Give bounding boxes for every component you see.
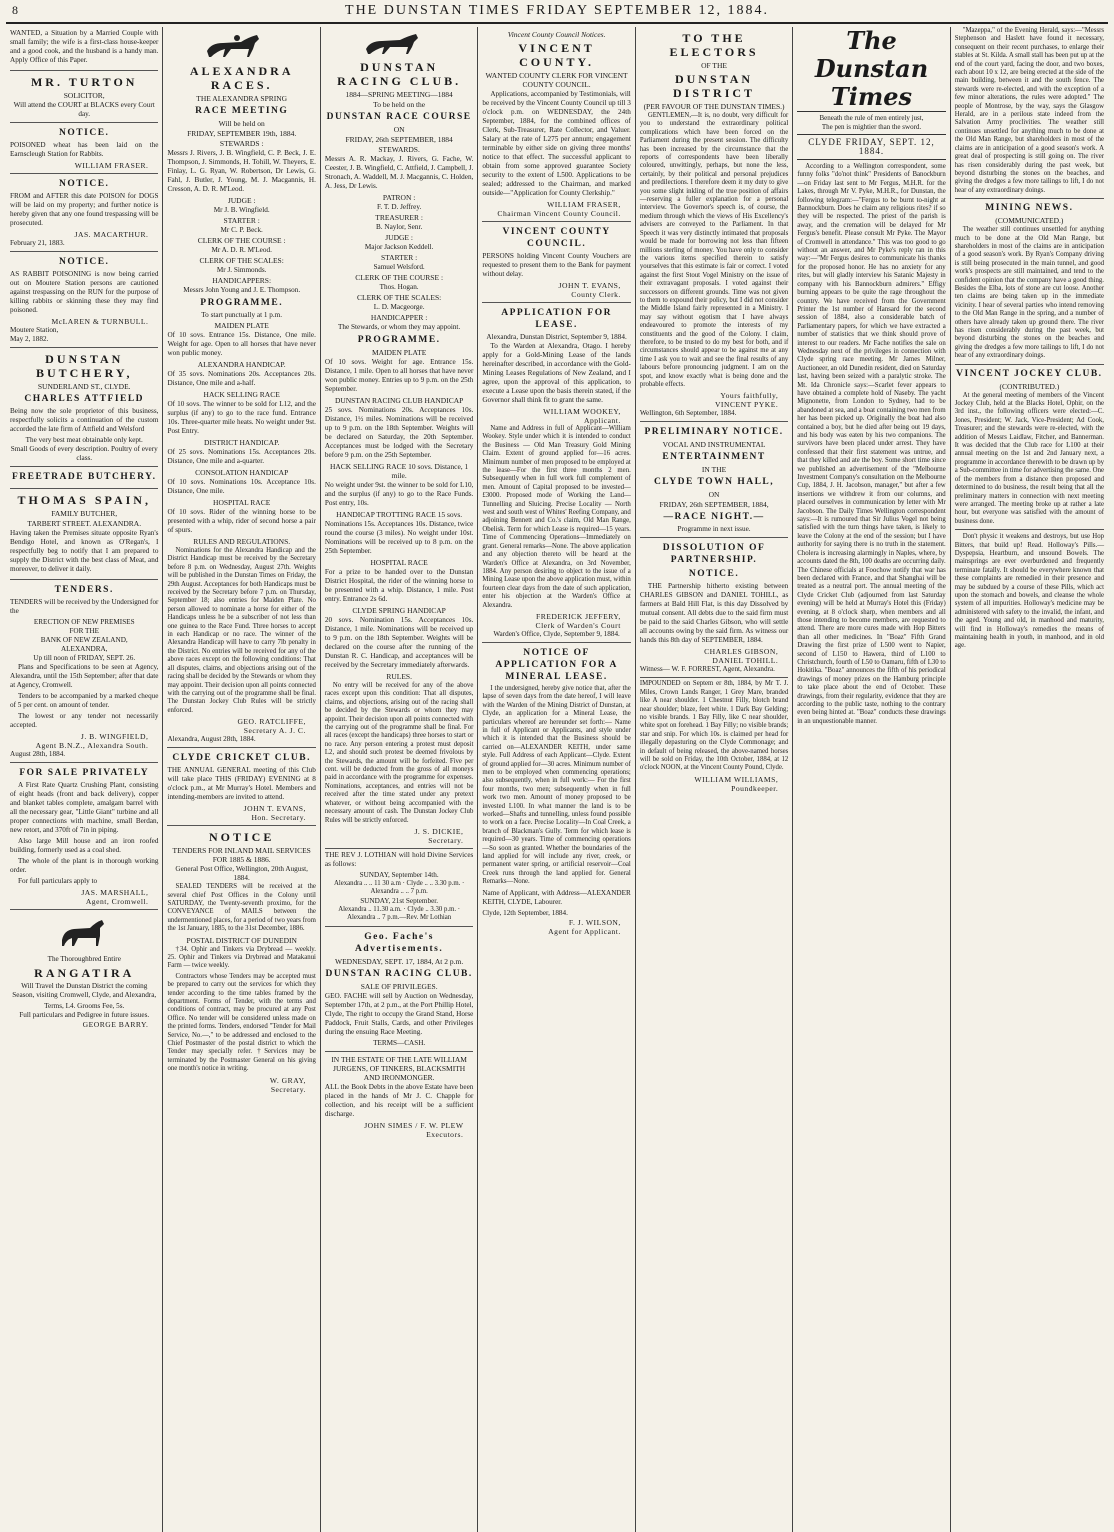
columns — [6, 27, 1108, 1532]
ad-subheading: POSTAL DISTRICT OF DUNEDIN — [186, 935, 297, 945]
ad-name: CHARLES ATTFIELD — [24, 394, 145, 404]
executor-name: JOHN SIMES — [364, 1120, 413, 1130]
ad-text: Will attend the COURT at BLACKS every Court day. — [13, 101, 155, 118]
label: CLERK OF THE COURSE : — [355, 273, 444, 282]
ad-line: BANK OF NEW ZEALAND, — [40, 636, 128, 644]
value: B. Naylor, Senr. — [376, 223, 423, 231]
ad-line: Alexandra .. 11.30 a.m. · Clyde .. 3.30 p.m. · Alexandra .. 7 p.m.—Rev. Mr Lothian — [338, 905, 461, 922]
ad-signature: GEO. RATCLIFFE, — [237, 717, 306, 727]
motto-line: Beneath the rule of men entirely just, — [819, 114, 924, 122]
race-text: Of 10 sovs. Weight for age. Entrance 15s. Distance, 1 mile. Open to all horses that have never won public money. Entries up to 9 p.m. on the 25th September. — [324, 358, 474, 393]
race-name: HACK SELLING RACE 10 sovs. Distance, 1 mile. — [329, 462, 469, 480]
preliminary-notice-ad — [640, 422, 788, 538]
ad-signature: J. B. WINGFIELD, — [80, 732, 149, 741]
race-name: HACK SELLING RACE — [203, 390, 280, 399]
ad-subheading: FAMILY BUTCHER, — [51, 509, 118, 518]
notice-heading: NOTICE. — [59, 179, 110, 189]
ad-heading: THOMAS SPAIN, — [17, 493, 151, 507]
ad-text: Small Goods of every description. Poultry of every class. — [10, 445, 158, 462]
ad-line: ENTERTAINMENT — [662, 452, 766, 463]
motto — [797, 112, 945, 135]
ad-signature: Agent for Applicant. — [548, 926, 621, 936]
ad-signature: Applicant. — [583, 416, 621, 425]
ad-signature: CHARLES GIBSON, — [704, 647, 779, 657]
race-text: Nominations 15s. Acceptances 10s. Distance, twice round the course (3 miles). No weight under 10st. Nominations will be received up to 8 p.m. on the 25th September. — [324, 520, 474, 555]
column-7 — [951, 27, 1108, 1532]
letter-text: GENTLEMEN,—It is, no doubt, very difficult for you to understand the extraordinary political complications which have been forced on the Parliament during the present session. The difficulty has been increased by the circumstance that the reports of correspondents have been liberally coloured, unwittingly, perhaps, but none the less, certainly, by their political and personal prejudices and predilections. I therefore deem it my duty to give you some slight inkling of the true position of affairs—reserving a fuller explanation for a personal interview. The Governor's speech is, of course, the medium through which the views of His Excellency's advisers are conveyed to the Parliament. In that Speech it was very distinctly intimated that proposals would be made for borrowing not less than fifteen millions sterling of money. You have only to consider the various items specified therein to satisfy yourselves that this estimate is fair or correct. I voted against the first Stout Vogel Ministry on the issue of their extravagant proposals. I voted against their successors on different grounds. Time was not given to them to expound their policy, but I did not consider the Middle Island fairly represented in a Ministry. I may say without egotism that I have always endeavoured to promote the interests of my constituents and the good of the Colony. I claim, therefore, to be trusted to do my best for both, and if circumstances should appear to be against me at any time I ask you to wait and see the final results of any labours before pronouncing judgment. I am on the spot, and know exactly what is being done and the probable effects. — [639, 112, 789, 388]
tenders-bnz-ad — [10, 580, 158, 763]
race-text: Of 25 sovs. Nominations 15s. Acceptances 20s. Distance, One mile and a-quarter. — [167, 448, 316, 465]
divider — [955, 364, 1104, 365]
column-4 — [478, 27, 635, 1532]
ad-text: PERSONS holding Vincent County Vouchers are requested to present them to the Bank for payment without delay. — [482, 252, 631, 278]
race-text: 20 sovs. Nomination 15s. Acceptances 10s. Distance, 1 mile. Nominations will be received up to 9 p.m. on the 18th September. Weights will be declared on the course after the running of the Dunstan R. C. Handicap, and acceptances will be received by the Secretary immediately afterwards. — [324, 616, 474, 669]
for-sale-ad — [10, 763, 158, 910]
divine-service-ad — [325, 849, 473, 927]
ad-subheading: SOLICITOR, — [63, 91, 105, 100]
ad-subheading: RACE MEETING — [195, 106, 289, 116]
race-name: HOSPITAL RACE — [213, 498, 271, 507]
ad-signature: Secretary. — [270, 1084, 306, 1094]
executor-label: Executors. — [426, 1129, 464, 1139]
racehorse-illustration — [325, 33, 473, 58]
ad-text: Name and Address in full of Applicant—William Wookey. Style under which it is intended to conduct the Business — Old Man Treasury Gold Mining Claim. Extent of ground applied for—16 acres. Minimum number of men proposed to be employed at the lease—For the first three months 2 men. Subsequently when in full work full complement of men. Amount of Capital proposed to be invested—£3000. Proposed mode of Working the Land—Tunnelling and Sluicing. Precise Locality — North west and south west of Whites' Reefing Company, and adjoining Bennett and Co.'s claim, Old Man Range, Obelisk. Term for which Lease is required—15 years. Time of Commencing Operations—Immediately on grant. General remarks—None. The above application and any objection thereto will be heard at the Warden's Office at Alexandra, on 3rd November, 1884. Any person desiring to object to the issue of a Mining Lease upon the above application must, within fourteen clear days from the date of such application, enter his objection at the Warden's Office at Alexandra. — [482, 425, 631, 609]
ad-text: Being now the sole proprietor of this business, respectfully solicits a continuation of the custom accorded the late firm of Attfield and Welsford — [10, 407, 159, 433]
ad-text: Applications, accompanied by Testimonials, will be received by the Vincent County Council up till 3 o'clock p.m. on WEDNESDAY, the 24th September, 1884, for the combined offices of Clerk, Sub-Treasurer, Rate Collector, and Valuer. Salary at the rate of L275 per annum; engagement terminable by either side on giving three months' notice to that effect. The successful applicant to obtain from some approved guarantee Society security to the extent of L500. Applications to be sealed; addressed to the Chairman, and marked outside—"Application for County Clerkship." — [482, 90, 631, 197]
ad-subheading: Will be held on — [218, 119, 265, 128]
ad-heading: TO THE ELECTORS — [669, 31, 759, 59]
notice-macarthur — [10, 174, 158, 252]
ad-line: TERMS—CASH. — [373, 1038, 426, 1047]
label: JUDGE : — [227, 196, 256, 205]
dissolution-ad — [640, 538, 788, 678]
editorial-text: According to a Wellington correspondent, some funny folks "do'not think" Presidents of Banockburn—on Friday last sent to Mr Fergus, M.H.R. for the Lakes, through Mr V. Pyke, M.H.R., for Dunstan, the following telegram:—"Fergus to be burnt to-night at Bannockburn. Does he claim any religious rites? if so they will be respected. The priest of the parish is away, and the cremation will be delayed for Mr Fergus's benefit. Please consult Mr Pyke. The Mayor of Cromwell in attendance." This was too good to go without an answer, and Mr Pyke's reply ran in this way:—"Mr Fergus desires to communicate his thanks for the proposed honor. He has no anxiety for any rites, but will gladly interview his Satanic Majesty in company with his Bannockburn admirers." Effigy burning appears to be quite the rage throughout the country. We have received from the Government Printer the 1st number of Hansard for the second session of 1884, also a considerable batch of Parliamentary papers, for which we have extracted a number of statistics that we think should prove of interest to our readers. Mr Fache notifies the sale on Wednesday next of the privileges in connection with Clyde spring race meeting. Mr James Milner, Auctioneer, an old Dunedin resident, died on Saturday last, having been seized with a paralytic stroke. The Mt. Ida Chronicle says:—Scarlet fever appears to have obtained a complete hold of Naseby. The yacht Mignonette, from London to Sydney, had to be abandoned at sea, and a boat containing two men from her has been picked up. Originally the boat had also contained a boy, but he died after being out 19 days, and his body was eaten by his two companions. The survivors have been placed under arrest. They have confessed that their first statement was untrue, and that they killed and ate the boy. Some short time since we published an advertisement of the "Melbourne Investment Company's consultation on the Melbourne Cup, 1884, J. H. Jacobson, manager," but after a few insertions we withdrew it from our columns, and placed ourselves in communication by letter with Mr Jacobson. The Daily Times Wellington correspondent says:—It is rumoured that Sir Julius Vogel not being satisfied with the turn things have taken, is likely to leave the Colony at the end of the session; but I have authority for saying there is no truth in the statement. Cholera is increasing alarmingly in Naples, where, by accounts dated the 8th, 100 deaths are occurring daily. The Chinese officials at Foochow notify that war has been declared with France, and that Shanghai will be treated as a neutral port. The annual meeting of the Clyde Cricket Club (adjourned from last Saturday evening) will be held at Murray's Hotel this (Friday) evening, at 8 o'clock sharp, when members and all those intending to become members, are requested to attend. There are more cures made with Hop Bitters than all other medicines. In "Boaz" Fifth Grand Drawing the first prize of L500 went to Napier, second of L150 to Hawera, third of L100 to Christchurch, fourth of L50 to Oamaru, fifth of L30 to Hokitika. "Boaz" announces the fifth of his periodical drawings of money prizes on the Hamburg principle to take place about the end of October. These drawings, from their regularity, evidence that they are according to the public taste, nothing to the contrary even being hinted at. "Boaz" conducts these drawings in an unquestionable manner. — [797, 163, 946, 725]
value: Mr A. D. R. M'Leod. — [211, 246, 272, 254]
section-heading: RULES AND REGULATIONS. — [193, 537, 291, 546]
ad-signature: WILLIAM FRASER, — [547, 200, 621, 209]
column-1 — [6, 27, 163, 1532]
rangatira-ad — [10, 910, 158, 1032]
notice-text: POISONED wheat has been laid on the Earnscleugh Station for Rabbits. — [10, 141, 159, 158]
ad-line: IN THE — [701, 465, 727, 475]
ad-line: Programme in next issue. — [677, 525, 751, 534]
newspaper-nameplate: The Dunstan Times — [797, 27, 945, 112]
ad-line: Alexandra, Dunstan District, September 9, 1884. — [486, 333, 627, 341]
ad-date: August 28th, 1884. — [10, 750, 66, 758]
section-subheading: (CONTRIBUTED.) — [999, 381, 1060, 391]
ad-subheading: WANTED COUNTY CLERK FOR VINCENT COUNTY COUNCIL. — [485, 71, 628, 89]
ad-line: Terms, L4. Grooms Fee, 5s. — [44, 1002, 125, 1010]
ad-text: The whole of the plant is in thorough working order. — [10, 857, 159, 874]
letter-signature: VINCENT PYKE. — [714, 400, 779, 410]
vincent-county-ad — [482, 27, 630, 222]
column-3 — [321, 27, 478, 1532]
ad-text: IMPOUNDED on Septem er 8th, 1884, by Mr T. J. Miles, Crown Lands Ranger, 1 Grey Mare, branded like A near shoulder. 1 Chestnut Filly, blotch brand near shoulder; blaze, feet white. 1 Dark Bay Gelding; no visible brands. 1 Bay Filly, like C near shoulder, white spot on forehead. 1 Bay Filly; no visible brands; star and snip. For which 10s. is claimed per head for illegally depasturing on the Clyde Commonage; and in default of being released, the above-named horses will be sold on Friday, the 10th October, 1884, at 12 o'clock NOON, at the Vincent County Pound, Clyde. — [639, 680, 789, 772]
ad-text: For full particulars apply to — [18, 877, 98, 885]
ad-signature: DANIEL TOHILL. — [712, 656, 779, 666]
value: Mr C. P. Beck. — [220, 226, 263, 234]
ad-subheading: To be held on the — [373, 100, 426, 109]
editorial-dateline: CLYDE FRIDAY, SEPT. 12, 1884. — [797, 135, 945, 160]
ad-signature: Hon. Secretary. — [251, 813, 306, 823]
ad-line: Full particulars and Pedigree in future issues. — [19, 1011, 150, 1019]
ad-signature: Secretary. — [428, 835, 464, 845]
value: Thos. Hogan. — [379, 283, 419, 291]
letter-date: Wellington, 6th September, 1884. — [639, 409, 737, 418]
notice-heading: NOTICE. — [59, 128, 110, 138]
ad-witness: Witness— W. F. FORREST, Agent, Alexandra. — [639, 665, 775, 674]
letter-closing: Yours faithfully, — [720, 391, 779, 401]
race-name: CONSOLATION HANDICAP — [195, 468, 289, 477]
value: Major Jackson Keddell. — [364, 243, 434, 251]
race-name: CLYDE SPRING HANDICAP — [352, 606, 446, 615]
ad-heading: RANGATIRA — [34, 966, 135, 980]
ad-signature: JAS. MARSHALL, — [81, 888, 149, 897]
ad-text: Contractors whose Tenders may be accepted must be prepared to carry out the services for which they tender according to the time tables framed by the department. Forms of Tender, with the terms and conditions of contract, may be procured at any Post Office. No tender will be considered unless made on the printed forms. Tenders, endorsed "Tender for Mail Service, No.—," to be addressed and enclosed to the Chief Postmaster of the postal district to which the Tender may specially refer. †Services may be terminated by the Postmaster General on his giving one month's notice in writing. — [167, 972, 316, 1073]
clyde-cricket-ad — [167, 748, 315, 826]
ad-heading: PRELIMINARY NOTICE. — [644, 427, 784, 438]
ad-subheading: TENDERS FOR INLAND MAIL SERVICES FOR 1885 & 1886. — [172, 846, 311, 865]
ad-line: VOCAL AND INSTRUMENTAL — [662, 440, 766, 450]
ad-heading: NOTICE OF APPLICATION FOR A MINERAL LEASE. — [495, 647, 618, 682]
divider — [955, 529, 1104, 530]
news-text: Don't physic it weakens and destroys, but use Hop Bitters, that build up! Read. Holloway's Pills.—Dyspepsia, Heartburn, and unsound Bowels. The mainsprings are ever overburdened and frequently terminate fatally. It should be everywhere known that these complaints are remedied in their presence and may be subdued by a course of these Pills, which act upon the stomach and bowels, and cleanse the whole system of all impurities. Holloway's medicine may be administered with safety to the invalid, the infant, and the aged. Young and old, in manhood and maturity, will find in Holloway's remedies the means of maintaining health in youth, in manhood, and in old age. — [954, 533, 1105, 650]
ad-signature: Poundkeeper. — [731, 783, 779, 793]
dunstan-butchery-ad — [10, 348, 158, 467]
turton-ad — [10, 71, 158, 123]
ad-text: Also large Mill house and an iron roofed building, formerly used as a coal shed. — [10, 837, 159, 854]
page-number: 8 — [12, 3, 20, 17]
ad-heading: NOTICE — [209, 830, 275, 845]
ad-signature: W. GRAY, — [269, 1075, 306, 1085]
label: CLERK OF THE COURSE : — [197, 236, 286, 245]
ad-text: To the Warden at Alexandra, Otago. I hereby apply for a Gold-Mining Lease of the lands hereinafter described, in accordance with the Gold-Mining Leases Regulations of New Zealand, and I agree, upon the approval of this application, to execute a Lease upon the basis therein stated, if the Governor shall think fit to grant the same. — [482, 342, 631, 404]
ad-line: —RACE NIGHT.— — [663, 512, 765, 523]
value: F. T. D. Jeffrey. — [376, 203, 422, 211]
ad-subheading: SUNDERLAND ST., CLYDE. — [37, 382, 131, 391]
ad-heading: FOR SALE PRIVATELY — [19, 768, 150, 778]
ad-line: CLYDE TOWN HALL, — [653, 477, 775, 488]
ad-signature: Clerk of Warden's Court — [535, 620, 621, 630]
section-heading: MINING NEWS. — [985, 203, 1074, 214]
thomas-spain-ad — [10, 489, 158, 580]
dunstan-racing-club-ad — [325, 27, 473, 849]
notice-signature: JAS. MACARTHUR. — [74, 230, 149, 239]
notice-place: Moutere Station, — [10, 326, 59, 334]
ad-heading: VINCENT COUNTY COUNCIL. — [502, 227, 611, 249]
ad-text: Plans and Specifications to be seen at Agency, Alexandra, until the 15th September; after that date at Agency, Cromwell. — [10, 663, 159, 689]
alexandra-races-ad — [167, 27, 315, 748]
race-text: 25 sovs. Nominations 20s. Acceptances 10s. Distance, 1½ miles. Nominations will be received up to 9 p.m. on the 18th September. Weights will be declared on Saturday, the 20th September. Acceptances must be lodged with the Secretary before 9 p.m. on the 25th September. — [324, 406, 474, 459]
mail-tenders-notice — [167, 826, 315, 1097]
race-name: MAIDEN PLATE — [371, 348, 427, 357]
ad-signature: WILLIAM WOOKEY, — [543, 407, 621, 416]
lease-application-ad — [482, 303, 630, 643]
ad-signature: Agent B.N.Z., Alexandra South. — [35, 741, 149, 750]
fache-ad — [325, 927, 473, 1052]
ad-subheading: FRIDAY, 26th SEPTEMBER, 1884 — [345, 135, 453, 144]
label: PATRON : — [382, 193, 416, 202]
ad-heading: DUNSTAN BUTCHERY, — [35, 352, 133, 380]
label: HANDICAPPERS: — [212, 276, 272, 285]
ad-line: Alexandra .. .. 11 30 a.m · Clyde .. .. 3.30 p.m. · Alexandra .. .. 7 p.m. — [333, 879, 465, 896]
notice-signature: WILLIAM FRASER. — [74, 161, 149, 170]
ad-text: Messrs A. R. Mackay, J. Rivers, G. Fache, W. Ceester, J. B. Wingfield, C. Attfield, J. Campbell, J. Stronach, A. Waddell, M. J. Macgannis, C. Holden, A. Jess, Dr Lewis. — [324, 155, 474, 190]
ad-text: TENDERS will be received by the Undersigned for the — [10, 598, 159, 615]
label: CLERK OF THE SCALES: — [357, 293, 442, 302]
race-name: MAIDEN PLATE — [214, 321, 269, 330]
label: CLERK OF THE SCALES: — [199, 256, 284, 265]
label: HANDICAPPER : — [370, 313, 428, 322]
ad-text: Name of Applicant, with Address—ALEXANDER KEITH, CLYDE, Labourer. — [482, 888, 631, 906]
notice-text: FROM and AFTER this date POISON for DOGS will be laid on my property; and further notice is hereby given that any one found trespassing will be prosecuted. — [10, 192, 159, 227]
running-title: THE DUNSTAN TIMES FRIDAY SEPTEMBER 12, 1884. — [345, 3, 769, 18]
ad-signature: FREDERICK JEFFERY, — [535, 611, 621, 621]
mineral-lease-ad — [482, 643, 630, 939]
situation-wanted-ad — [10, 27, 158, 71]
ad-text: GEO. FACHE will sell by Auction on Wednesday, September 17th, at 2 p.m., at the Port Phillip Hotel, Clyde, The right to occupy the Grand Stand, Horse Paddock, Fruit Stalls, Cards, and other Privileges during the ensuing Race Meeting. — [324, 991, 474, 1036]
ad-line: The Thoroughbred Entire — [47, 955, 121, 963]
ad-signature: Chairman Vincent County Council. — [497, 209, 621, 218]
race-text: Of 35 sovs. Nominations 20s. Acceptances 20s. Distance, One mile and a-half. — [167, 370, 316, 387]
ad-text: THE REV J. LOTHIAN will hold Divine Services as follows: — [324, 850, 474, 868]
ad-heading: DISSOLUTION OF PARTNERSHIP. — [662, 543, 766, 566]
ad-subheading: WEDNESDAY, SEPT. 17, 1884, At 2 p.m. — [335, 956, 464, 966]
column-2 — [163, 27, 320, 1532]
ad-signature: GEORGE BARRY. — [82, 1020, 149, 1029]
ad-line: ERECTION OF NEW PREMISES — [33, 618, 135, 626]
column-6 — [793, 27, 950, 1532]
ad-subheading: (PER FAVOUR OF THE DUNSTAN TIMES.) — [643, 102, 785, 111]
ad-heading: DUNSTAN DISTRICT — [673, 72, 756, 100]
ad-subheading: OF THE — [701, 61, 727, 70]
ad-subheading: DUNSTAN RACING CLUB. — [325, 968, 473, 979]
ad-text: Tenders to be accompanied by a marked cheque of 5 per cent. on amount of tender. — [10, 692, 159, 709]
rules-text: No entry will be received for any of the above races except upon this condition: That all disputes, claims, and objections, arising out of the racing shall be decided by the Stewards or whom they may appoint. Their decision upon all points connected with the carrying out of the programme shall be final. For all races (except the handicaps) three horses to start or no race. Any person entering a protest must deposit L2, and should such protest be deemed frivolous by the Stewards, the amount will be forfeited. Five per cent. will be deducted from the gross of all moneys paid in accordance with the programme for expenses. Nominations, acceptances, and entries will not be received after the time stated under any pretext whatever, or without being accompanied with the necessary amount of cash. The Dunstan Jockey Club Rules will be strictly enforced. — [324, 682, 474, 824]
ad-text: The very best meat obtainable only kept. — [25, 436, 143, 444]
ad-heading: DUNSTAN RACING CLUB. — [337, 60, 462, 88]
label: STEWARDS : — [219, 139, 264, 148]
race-text: Of 10 sovs. Rider of the winning horse to be presented with a whip, rider of second horse a pair of spurs. — [167, 508, 316, 534]
news-text: The weather still continues unsettled for anything much to be done at the Old Man Range, but shareholders in most of the claims are in anticipation of a good season's work. By Ryan's Company driving is still being prosecuted in the main tunnel, and good work's prospects are still maintained, and tend to the confident opinion that the company have a good thing. Besides the Elba, lots of stone are cut loose. Another ten claims are being taken up in the immediate vicinity. I hear of several parties who intend removing to the Old Man Range in the spring, and a number of others have already taken up ground there. The river has risen considerably during the past week, but beyond disturbing the stones on the beaches and giving the dredges a few more tailings to lift, I do not hear of any extraordinary doings. — [954, 226, 1105, 360]
ad-text: WANTED, a Situation by a Married Couple with small family; the wife is a first-class house-keeper and a good cook, and the husband is a handy man. Apply Office of this Paper. — [10, 29, 159, 64]
ad-heading: VINCENT COUNTY. — [518, 41, 595, 69]
ad-text: THE Partnership hitherto existing between CHARLES GIBSON and DANIEL TOHILL, as farmers at Bald Hill Flat, is this day Dissolved by mutual consent. All debts due to the said firm must be paid to the said Charles Gibson, who will settle all accounts owing by the said firm. As witness our hands this 8th day of SEPTEMBER, 1884. — [639, 582, 789, 645]
ad-signature: County Clerk. — [571, 290, 621, 299]
value: To start punctually at 1 p.m. — [201, 311, 283, 319]
race-name: ALEXANDRA HANDICAP. — [197, 360, 286, 369]
column-5 — [636, 27, 793, 1532]
value: L. D. Macgeorge. — [373, 303, 425, 311]
section-subheading: (COMMUNICATED.) — [995, 216, 1064, 226]
notice-fraser — [10, 123, 158, 174]
executor-name: F. W. PLEW — [420, 1120, 464, 1130]
ad-subheading: ON — [393, 125, 405, 134]
ad-heading: ALEXANDRA RACES. — [189, 64, 294, 92]
ad-subheading: THE ALEXANDRA SPRING — [196, 94, 288, 103]
section-heading: PROGRAMME. — [357, 335, 441, 345]
news-text: At the general meeting of members of the Vincent Jockey Club, held at the Blacks Hotel, Ophir, on the 3rd inst., the following officers were elected:—C. Jones, President; W. Jack, Vice-President; Ad Cook, Treasurer; and the stewards were re-elected, with the addition of Messrs Laidlaw, Fitcher, and Bannerman. It was decided that the Club race for L100 at their annual meeting on the 1st and 2nd January next, a programme in accordance therewith to be drawn up by a Sub-committee in time for advertising the same. One of the members from a distance then proposed and determined to do business, the result being that all the preliminary matters in connection with next meeting were arranged. The meeting broke up at rather a late hour, but everyone was satisfied with the amount of business done. — [954, 391, 1105, 525]
notice-heading: NOTICE. — [59, 257, 110, 267]
section-banner: Vincent County Council Notices. — [507, 30, 606, 39]
ad-signature: F. J. WILSON, — [568, 917, 621, 927]
notice-text: AS RABBIT POISONING is now being carried out on Moutere Station persons are cautioned against trespassing on the RUN for the purpose of killing rabbits or skinning these they may find poisoned. — [10, 270, 159, 314]
racehorse-illustration — [167, 33, 315, 62]
label: JUDGE : — [385, 233, 413, 242]
race-text: Of 10 sovs. Entrance 15s. Distance, One mile. Weight for age. Open to all horses that have never won public money. — [167, 331, 316, 357]
ad-signature: Agent, Cromwell. — [85, 897, 149, 906]
ad-heading: APPLICATION FOR LEASE. — [501, 308, 612, 330]
section-heading: RULES. — [386, 672, 412, 681]
ad-heading: NOTICE. — [688, 569, 740, 580]
race-text: No weight under 9st. the winner to be sold for L10, and the surplus (if any) to go to the Race Funds. Post entry, 10s. — [324, 481, 474, 507]
motto-line: The pen is mightier than the sword. — [821, 123, 922, 131]
freetrade-butchery — [10, 467, 158, 489]
ad-line: Up till noon of FRIDAY, SEPT. 26. — [33, 654, 136, 662]
value: Mr J. Simmonds. — [216, 266, 267, 274]
ad-text: I the undersigned, hereby give notice that, after the lapse of seven days from the date hereof, I will leave with the Warden of the Mining District of Dunstan, at Clyde, an application for a Mineral Lease, the particulars whereof are hereunder set forth:— Name in full of Applicant or Applicants, and style under which it is intended that the Business should be carried on—ALEXANDER KEITH, under same style. Full Address of each Applicant—Clyde. Extent of ground applied for—30 acres. Minimum number of men to be employed when commencing operations; also subsequently, when in full work:— For the first four months, two men; subsequently when in full work two men. Amount of money proposed to be invested L100. In what manner the land is to be worked—Shafts and tunnelling, unless found possible to work on a face. Precise Locality—In Coal Creek, a branch of Blackman's Gully. Term for which lease is required—30 years. Time of commencing operations—So soon as granted. Whether the boundaries of the land applied for will include any river, creek, or permanent water spring, or artificial reservoir—Coal Creek runs through the land applied for. General Remarks—None. — [482, 684, 631, 886]
news-text: "Mazeppa," of the Evening Herald, says:—"Messrs Stephenson and Haslett have found it necessary, consequent on their recent purchases, to enlarge their stables at St. Kilda. A small stall has been put up at the end of the court yard, facing the door, and two boxes, each about 10 x 12, are being erected at the side of the main building, between it and the south fence. The stewards were re-elected, and with the exception of a few minor alterations, the rules were adopted." The people of Montrose, by the way, says the Glasgow Herald, are in a perilous state indeed from the Salvation Army proclivities. The weather still continues unsettled for anything much to be done at the Old Man Range, but shareholders in most of the claims are in anticipation of a good season's work. A great deal of prospecting is still going on. The river has risen considerably during the past week, but beyond disturbing the stones on the beaches, and giving the dredges a few more tailings to lift, I do not hear of any extraordinary doings. — [954, 27, 1105, 194]
ad-text: SEALED TENDERS will be received at the several chief Post Offices in the Colony until SATURDAY, the Twenty-seventh proximo, for the CONVEYANCE of MAILS between the undermentioned places, for a period of two years from the 1st January, 1885, to the 31st December, 1886. — [167, 883, 316, 933]
ad-text: A First Rate Quartz Crushing Plant, consisting of eight heads (front and back delivery), copper and blanket tables complete, amalgam barrel with all the necessary gear, "Little Giant" turbine and all proper connections with machine, small Berdan, new retort, and 370ft of 7in in piping. — [10, 781, 159, 834]
ad-text: Will Travel the Dunstan District the coming Season, visiting Cromwell, Clyde, and Alexandra, — [12, 982, 157, 999]
ad-line: Warden's Office, Clyde, September 9, 1884. — [493, 629, 620, 638]
ad-subheading: FRIDAY, SEPTEMBER 19th, 1884. — [187, 129, 297, 138]
ad-signature: JOHN T. EVANS, — [558, 281, 621, 290]
ad-line: ALEXANDRA, — [60, 645, 108, 653]
notice-signature: McLAREN & TURNBULL. — [51, 317, 149, 326]
ad-subheading: SALE OF PRIVILEGES. — [360, 981, 438, 991]
ad-text: †34. Ophir and Tinkers via Drybread — weekly. 25. Ophir and Tinkers via Drybread and Matakanui Farm — twice weekly. — [167, 945, 316, 970]
electors-letter — [640, 27, 788, 422]
ad-line: ON — [708, 490, 720, 500]
divider — [955, 198, 1104, 199]
ad-signature: WILLIAM WILLIAMS, — [694, 774, 779, 784]
ad-line: FOR THE — [69, 627, 100, 635]
ad-text: Having taken the Premises situate opposite Ryan's Bendigo Hotel, and known as O'Regan's, I respectfully beg to notify that I am prepared to supply the District with the best class of Meat, and moreover, to deliver it daily. — [10, 529, 159, 573]
ad-heading: CLYDE CRICKET CLUB. — [172, 753, 311, 764]
race-name: DUNSTAN RACING CLUB HANDICAP — [334, 396, 464, 405]
vcc-vouchers-ad — [482, 222, 630, 303]
label: STARTER : — [223, 216, 260, 225]
ad-heading: MR. TURTON — [30, 75, 138, 89]
ad-date: Alexandra, August 28th, 1884. — [167, 735, 256, 744]
ad-heading: TENDERS. — [54, 585, 114, 595]
running-header — [6, 0, 1108, 24]
ad-text: THE ANNUAL GENERAL meeting of this Club will take place THIS (FRIDAY) EVENING at 8 o'clock p.m., at Mr Murray's Hotel. Members and intending-members are invited to attend. — [167, 766, 316, 802]
notice-mclaren — [10, 252, 158, 348]
race-name: HANDICAP TROTTING RACE 15 sovs. — [336, 510, 463, 519]
ad-heading: FREETRADE BUTCHERY. — [11, 472, 157, 482]
ad-line: FRIDAY, 26th SEPTEMBER, 1884, — [659, 500, 769, 510]
value: The Stewards, or whom they may appoint. — [338, 323, 461, 331]
section-heading: VINCENT JOCKEY CLUB. — [956, 368, 1103, 379]
ad-line: SUNDAY, 21st September. — [360, 896, 439, 905]
race-text: For a prize to be handed over to the Dunstan District Hospital, the rider of the winning horse to be presented with a whip. Distance, 1 mile. Post entry. Entrance 2s 6d. — [324, 568, 474, 603]
horse-illustration — [10, 916, 158, 953]
race-text: Of 10 sovs. The winner to be sold for L12, and the surplus (if any) to go to the race fund. Entrance 10s. Three-quarter mile heats. No weight under 9st. Post Entry. — [167, 400, 316, 435]
rules-text: Nominations for the Alexandra Handicap and the District Handicap must be received by the Secretary before 8 p.m. on Wednesday, August 27th. Weights will be published in the Dunstan Times on Friday, the 29th August. Acceptances for both Handicaps must be received by the Secretary before 7 p.m. on Thursday, September 18; also entries for Maiden Plate. No person allowed to nominate a horse for either of the Handicaps unless he be a subscriber of not less than one guinea to the Race Fund. Three horses to accept in each Handicap or no race. The winner of the Alexandra Handicap will have to carry 7lb penalty in the District. No entries will be received for any of the above races except on the following conditions: That all disputes, claims, and objections arising out of the racing shall be decided by the Stewards or whom they may appoint. Their decision upon all points connected with the carrying out of the programme shall be final. The Dunstan Jockey Club Rules will be strictly enforced. — [167, 547, 316, 714]
notice-date: February 21, 1883. — [10, 239, 65, 247]
ad-text: ALL the Book Debts in the above Estate have been placed in the hands of Mr J. C. Chapple for collection, and his receipt will be a sufficient discharge. — [324, 1082, 474, 1118]
ad-signature: J. S. DICKIE, — [414, 826, 464, 836]
race-name: HOSPITAL RACE — [370, 558, 428, 567]
ad-heading: IN THE ESTATE OF THE LATE WILLIAM JURGENS, OF TINKERS, BLACKSMITH AND IRONMONGER. — [331, 1054, 467, 1082]
ad-subheading: DUNSTAN RACE COURSE — [326, 112, 472, 122]
value: Samuel Welsford. — [373, 263, 425, 271]
notice-date: May 2, 1882. — [10, 335, 49, 343]
ad-text: The lowest or any tender not necessarily accepted. — [10, 712, 159, 729]
ad-subheading: 1884—SPRING MEETING—1884 — [345, 90, 453, 99]
value: Mr J. B. Wingfield. — [213, 206, 270, 214]
ad-signature: JOHN T. EVANS, — [243, 804, 306, 814]
estate-ad — [325, 1052, 473, 1142]
executors: JOHN SIMES / F. W. PLEW Executors. — [364, 1120, 464, 1139]
label: TREASURER : — [375, 213, 423, 222]
ad-text: Messrs J. Rivers, J. B. Wingfield, C. P. Beck, J. E. Thompson, J. Simmonds, H. Tohill, W. Theyers, E. Finlay, L. G. Ryan, W. Robertson, Dr Lewis, G. Fahl, J. Butler, J. Young, M. J. Macgannis, H. Cresson, A. D. R. M'Leod. — [167, 149, 316, 193]
ad-address: TARBERT STREET. ALEXANDRA. — [27, 519, 142, 528]
label: STARTER : — [381, 253, 418, 262]
ad-line: General Post Office, Wellington, 20th August, 1884. — [175, 865, 308, 883]
label: STEWARDS. — [378, 145, 420, 154]
ad-heading: Geo. Fache's Advertisements. — [355, 931, 444, 954]
value: Messrs John Young and J. E. Thompson. — [183, 286, 301, 294]
race-name: DISTRICT HANDICAP. — [204, 438, 280, 447]
impounded-ad — [640, 678, 788, 795]
ad-date: Clyde, 12th September, 1884. — [482, 908, 568, 917]
ad-signature: Secretary A. J. C. — [243, 726, 306, 736]
ad-line: SUNDAY, September 14th. — [359, 870, 439, 879]
section-heading: PROGRAMME. — [200, 298, 284, 308]
race-text: Of 10 sovs. Nominations 10s. Acceptance 10s. Distance, One mile. — [167, 478, 316, 495]
